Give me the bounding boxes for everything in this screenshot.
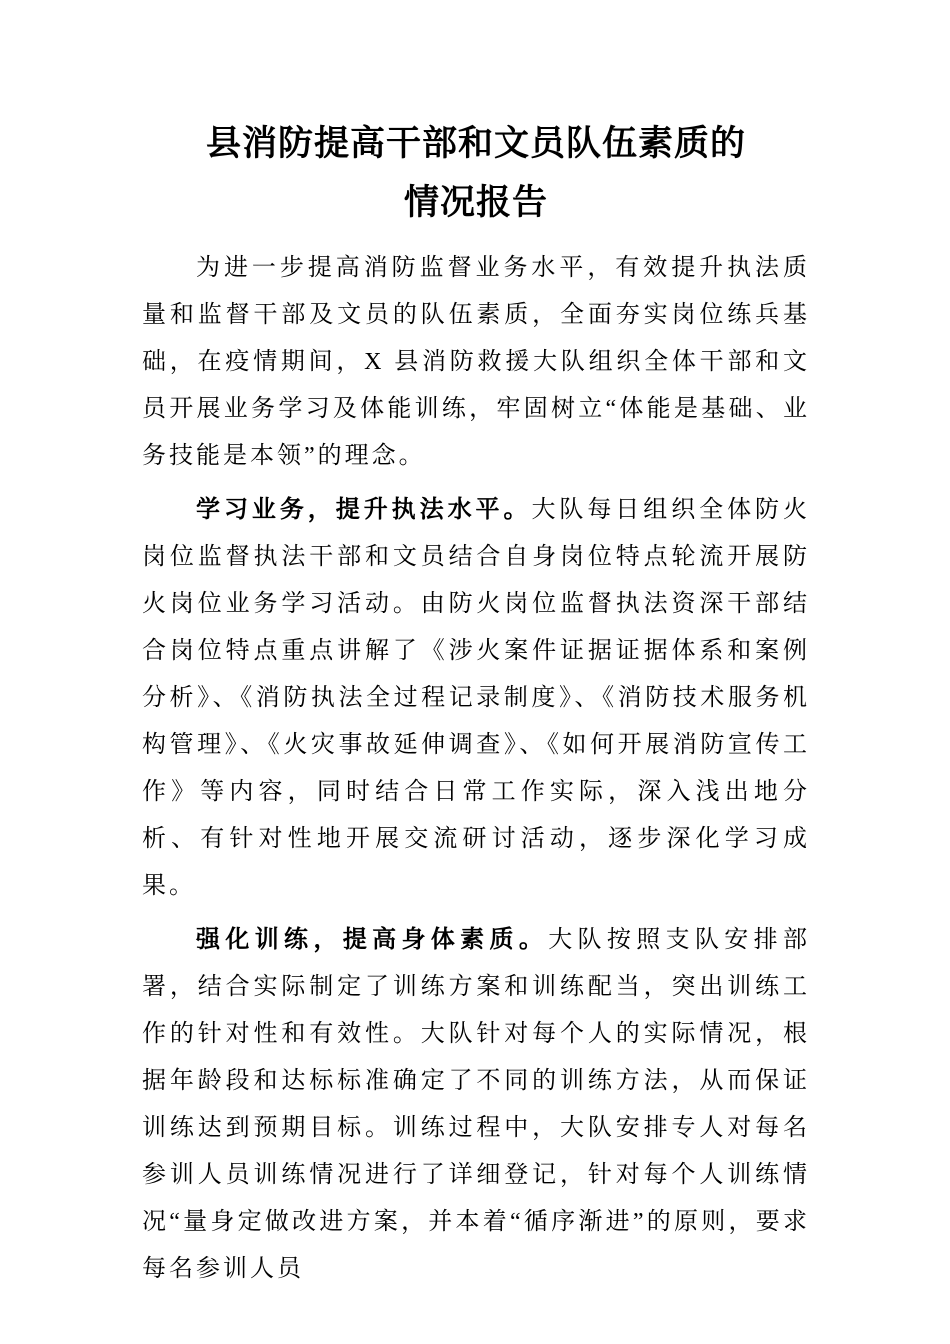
paragraph-text: 大队按照支队安排部署，结合实际制定了训练方案和训练配当，突出训练工作的针对性和有效性。大队针对每个人的实际情况，根据年龄段和达标标准确定了不同的训练方法，从而保证训练达到预期目标。训练过程中，大队安排专人对每名参训人员训练情况进行了详细登记，针对每个人训练情况“量身定做改进方案，并本着“循序渐进”的原则，要求每名参训人员 <box>142 927 811 1282</box>
paragraph-lead: 学习业务，提升执法水平。 <box>196 496 532 523</box>
document-title <box>142 114 810 232</box>
paragraph-text: 大队每日组织全体防火岗位监督执法干部和文员结合自身岗位特点轮流开展防火岗位业务学习活动。由防火岗位监督执法资深干部结合岗位特点重点讲解了《涉火案件证据证据体系和案例分析》、《消防执法全过程记录制度》、《消防技术服务机构管理》、《火灾事故延伸调查》、《如何开展消防宣传工作》等内容，同时结合日常工作实际，深入浅出地分析、有针对性地开展交流研讨活动，逐步深化学习成果。 <box>142 497 811 899</box>
document-body <box>142 244 810 1293</box>
paragraph-lead: 强化训练，提高身体素质。 <box>196 926 549 953</box>
paragraph-study-business <box>142 486 810 910</box>
title-line-2: 情况报告 <box>403 183 548 222</box>
paragraph-intro <box>142 244 810 480</box>
paragraph-strengthen-training <box>142 916 810 1293</box>
paragraph-text: 为进一步提高消防监督业务水平，有效提升执法质量和监督干部及文员的队伍素质，全面夯实岗位练兵基础，在疫情期间，X 县消防救援大队组织全体干部和文员开展业务学习及体能训练，牢固树立“体能是基础、业务技能是本领”的理念。 <box>142 255 810 469</box>
title-line-1: 县消防提高干部和文员队伍素质的 <box>205 124 746 163</box>
